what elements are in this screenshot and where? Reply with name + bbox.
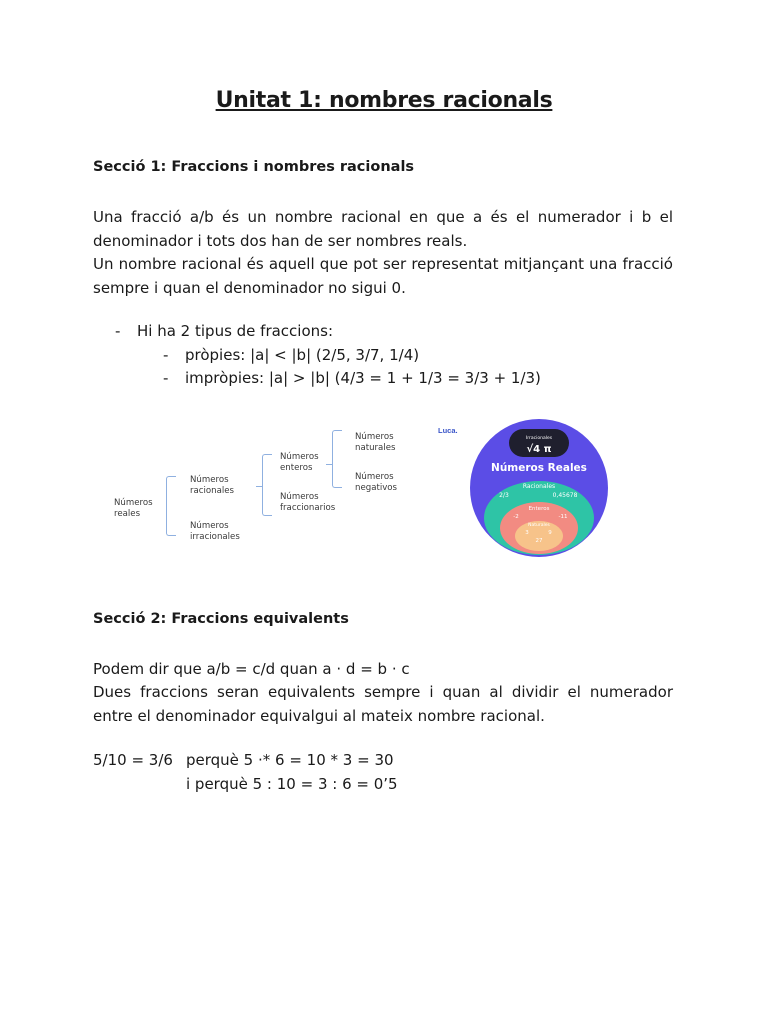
list-dash: - [163, 369, 169, 387]
section-1-heading: Secció 1: Fraccions i nombres racionals [93, 159, 415, 175]
racionales-left-value: 2/3 [499, 492, 509, 499]
naturales-right-value: 9 [548, 530, 552, 536]
list-item [163, 369, 541, 387]
section-1-paragraph-2: Un nombre racional és aquell que pot ser representat mitjançant una fracció sempre i quan el denominador no sigui 0. [93, 255, 673, 297]
venn-svg [432, 418, 646, 558]
list-dash: - [115, 322, 121, 340]
bracket-reales [166, 476, 176, 536]
enteros-left-value: -2 [513, 514, 519, 520]
node-negativos: Números negativos [355, 472, 398, 493]
enteros-label: Enteros [528, 506, 550, 512]
node-irracionales: Números irracionales [190, 521, 240, 542]
node-racionales: Números racionales [190, 475, 235, 496]
irracionales-label: Irracionales [525, 436, 553, 441]
racionales-right-value: 0,45678 [552, 492, 578, 499]
page-title: Unitat 1: nombres racionals [215, 88, 553, 113]
node-naturales: Números naturales [355, 432, 396, 453]
example-line-1: perquè 5 ·* 6 = 10 * 3 = 30 [186, 751, 394, 769]
venn-brand: Luca. [438, 426, 458, 435]
naturales-label: Naturales [528, 523, 550, 528]
example-fraction: 5/10 = 3/6 [93, 751, 173, 769]
naturales-bottom-value: 27 [535, 538, 543, 544]
real-numbers-venn-image [432, 418, 646, 558]
naturales-left-value: 3 [525, 530, 529, 536]
racionales-label: Racionales [522, 483, 556, 490]
list-item-text: pròpies: |a| < |b| (2/5, 3/7, 1/4) [185, 346, 420, 364]
list-item-text: impròpies: |a| > |b| (4/3 = 1 + 1/3 = 3/3 + 1/3) [185, 369, 541, 387]
list-item [163, 346, 419, 364]
section-2-paragraph: Dues fraccions seran equivalents sempre i quan al dividir el numerador entre el denominador equivalgui al mateix nombre racional. [93, 683, 673, 725]
node-enteros: Números enteros [280, 452, 319, 473]
equivalence-rule: Podem dir que a/b = c/d quan a · d = b · c [93, 660, 410, 678]
irracionales-value: √4 π [526, 444, 552, 455]
section-2-heading: Secció 2: Fraccions equivalents [93, 611, 349, 627]
node-fraccionarios: Números fraccionarios [280, 492, 336, 513]
number-classification-diagram [100, 420, 420, 555]
example-line-2: i perquè 5 : 10 = 3 : 6 = 0’5 [186, 775, 398, 793]
section-1-paragraph: Una fracció a/b és un nombre racional en que a és el numerador i b el denominador i tots dos han de ser nombres reals. [93, 208, 673, 250]
bracket-racionales [262, 454, 272, 516]
node-reales: Números reales [114, 498, 153, 519]
reales-label: Números Reales [491, 462, 587, 474]
list-intro [115, 322, 333, 340]
list-dash: - [163, 346, 169, 364]
list-intro-text: Hi ha 2 tipus de fraccions: [137, 322, 334, 340]
enteros-right-value: -11 [558, 514, 568, 520]
bracket-enteros [332, 430, 342, 488]
